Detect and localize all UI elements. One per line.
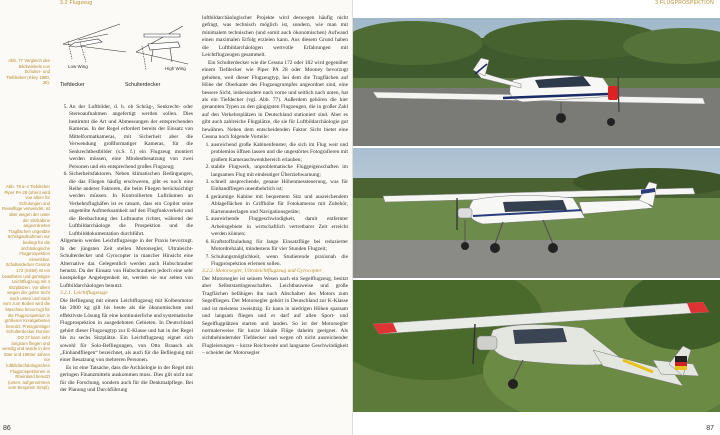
subheading-motorsegler: 3.2.2. Motorsegler, Ultraleichtflugzeug und Gyrocopter bbox=[202, 268, 322, 275]
paragraph: luftbildarchäologischer Projekte wird deswegen häufig nicht gefragt, was technisch möglich ist, sondern, wie man mit minimalem technischen (und somit auch ökonomischen) Aufwand einen maximalen Erfolg erzielen kann. Aus diesem Grund haben die Luftbildarchäologen wertvolle Erfahrungen mit Leichtflugzeugen gesammelt. bbox=[202, 15, 348, 59]
caption-abb-77: Abb. 77 Vergleich des Blickwinkels von Schulter- und Tiefdecker (Kiley 1980, 30). bbox=[6, 58, 50, 86]
left-column-1 bbox=[60, 104, 193, 395]
photo-cessna-172 bbox=[353, 148, 720, 278]
list-item: 6. Kraftstoffzuladung für lange Einsatzflüge bei reduzierter Motordrehzahl, mindestens für vier Stunden Flugzeit; bbox=[211, 239, 348, 254]
paragraph: Der Motorsegler ist seinem Wesen nach ein Segelflugzeug, besitzt aber Selbststartingenschaften. Leichtbauweise und große Tragflächen befähigen ihn nach Abschalten des Motors zum Segelfliegen. Der Motorsegler gehört in Deutschland zur K-Klasse und ist meistens zweisitzig. Er kann in niedrigen Höhen sparsam und langsam fliegen und er darf auf allen Sport- und Segelflugplätzen starten und landen. So ist der Motorsegler normalerweise für kurze lokale Flüge daheim geeignet. Als sichtbehindernder Tiefdecker und wegen oft nicht ausreichender Flugleistungen – kurze Reichweite und langsame Geschwindigkeit – scheidet der Motorsegler bbox=[202, 275, 348, 357]
left-column-2 bbox=[202, 15, 348, 358]
paragraph: Die Befliegung mit einem Leichtflugzeug mit Kolbenmotor bis 2000 kg gilt bis heute als die ökonomischste und effektivste Lösung für eine kontinuierliche und systematische Flugprospektion in ausgedehnten Gebieten. In Deutschland gehört dieser Flugzeugtyp zur E-Klasse und hat in der Regel bis zu sechs Sitzplätze. Ein Leichtflugzeug eignet sich sowohl für Solo-Befliegungen, von Otto Braasch als „Einhandfliegen“ bezeichnet, als auch für die Befliegung mit einer Besatzung von mehreren Personen. bbox=[60, 297, 193, 364]
paragraph: Ein Schulterdecker wie die Cessna 172 oder 182 wird gegenüber einem Tiefdecker wie Piper PA 28 oder Mooney bevorzugt gehoben, weil dieser Flugzeugtyp, bei dem die Tragflächen auf Höhe der Oberkante des Flugzeugrumpfes angeordnet sind, eine bessere Sicht, insbesondere nach vorne und seitlich nach unten, hat als ein Tiefdecker (vgl. Abb. 77). Außerdem gehören die hier genannten Typen zu den gängigsten Flugzeugen, die in großer Zahl auf den Verkehrsplätzen in Deutschland stationiert sind. Aber es gibt auch zahlreiche Flugplätze, die sie für Luftbildarchäologie gut bewähren. Neben dem entscheidenden Faktor Sicht bietet eine Cessna noch folgende Vorteile: bbox=[202, 59, 348, 141]
subheading-leichtflugzeuge: 3.2.1. Leichtflugzeuge bbox=[60, 290, 108, 297]
tiefdecker-label: Tiefdecker bbox=[60, 82, 85, 88]
high-wing-label: High Wing bbox=[165, 66, 186, 71]
paragraph: Es ist eine Tatsache, dass die Archäologie in der Regel mit geringen Finanzmitteln auskommen muss. Dies gilt nicht nur für die Forschung, sondern auch für die Denkmalpflege. Bei der Planung und Durchführung bbox=[60, 364, 193, 394]
caption-abb-78: Abb. 78 a–c Tiefdecker Piper PA-28 (oben) wird von allem für Schulungen und Reiseflüge verwendet, ist aber wegen der unter der Sitzkabine angeordneten Tragflächen ungeübte Schrägaufnahmen nur bedingt für die archäologische Flugprospektion einsetzbar. Schulterdecker Cessna 172 (mittel) ist ein bewährtes und günstiges Leichtflugzeug mit 4 Sitzplätzen. Vor allem wegen der guten Sicht nach unten und nach vorn zum Boden wird die Maschine bevorzugt für die Flugprospektion in größeren Kreatgebieten benutzt. Preisgünstiger Schulterdecker Dornier DO 27 kann sehr langsam fliegen und wendig und wurde in den 50er und 1960er Jahren vor luftbildarchäologischen Flugprospektionen in Rheinland benutzt (unten, aufgenommen vom Benjamin Simpl). bbox=[2, 184, 51, 391]
left-page-number: 86 bbox=[3, 425, 11, 432]
list-item: 7. Schulungsmöglichkeit, wenn Studierende praxisnah die Flugprospektion erlernen sollen. bbox=[211, 254, 348, 269]
high-wing-sketch bbox=[136, 26, 188, 70]
left-running-head: 3.2 Flugzeug bbox=[60, 0, 93, 6]
list-item: 6. Sicherheitsfaktoren. Neben klimatischen Bedingungen, die das Fliegen häufig erschweren, gibt es noch eine Reihe anderer Faktoren, die beim Fliegen berücksichtigt werden müssen. In Kontrollierten Lufträumen an Verkehrsflughäfen ist es ratsam, dass ein Copilot seine ungeteilte Aufmerksamkeit auf den Flugfunkverkehr und die Beobachtung des Luftraums richtet, während der Luftbildarchäologe die Prospektion und die Luftbilddokumentation durchführt. bbox=[69, 171, 193, 238]
photo-piper-pa28 bbox=[353, 18, 720, 146]
schulterdecker-label: Schulterdecker bbox=[125, 82, 161, 88]
low-wing-sketch bbox=[63, 24, 126, 62]
list-item: 1. ausreichend große Kabinenfenster, die sich im Flug weit und problemlos öffnen lassen und die ungestörtes Fotografieren mit großem Kameraschwenkbereich erlauben; bbox=[211, 142, 348, 164]
paragraph: Allgemein werden Leichtflugzeuge in der Praxis bevorzugt. In der jüngsten Zeit stellen Motorsegler, Ultraleicht-Schulterdecker und Gyrocopter in mancher Hinsicht eine Alternative dar. Gelegentlich werden auch Hubschrauber benutzt. Da der Einsatz von Hubschraubern jedoch eine sehr kostspielige Angelegenheit ist, werden sie nur selten von Luftbildarchäologen benutzt. bbox=[60, 238, 193, 289]
right-running-head: 3 FLUGPROSPEKTION bbox=[655, 0, 714, 6]
list-item: 2. stabile Flugwerk, unproblematische Fluggeigenschaften im langsamen Flug mit eindeutiger Überziehwarnung; bbox=[211, 164, 348, 179]
right-page-number: 87 bbox=[706, 425, 714, 432]
list-item: 5. An der Luftbilder, d. h. ob Schräg-, Senkrecht- oder Stereoaufnahmen angefertigt werden sollen. Dies bestimmt die Art und Abmessungen der entsprechenden Kameras. In der Regel erfordert bereits der Einsatz von Mittelformatkameras, mit Sicherheit aber die Verwendung großformatiger Kameras, für die Senkrechtbestbilder (s.S. f.) ein Flugzeug montiert werden müssen, eine Mindestbesatzung von zwei Personen und ein entsprechend großes Flugzeug; bbox=[69, 104, 193, 171]
list-item: 5. ausreichende Fluggeschwindigkeit, damit entfernter Arbeitsgebiete in wirtschaftlich vertretbarer Zeit erreicht werden können; bbox=[211, 216, 348, 238]
list-item: 4. geräumige Kabine mit bequemem Sitz und ausreichendem Ablageflächen in Griffhöhe für Fotokameras mit Zubehör, Kartenunterlagen und Navigationsgeräte; bbox=[211, 194, 348, 216]
low-wing-label: Low Wing bbox=[68, 64, 88, 69]
list-item: 3. schnell ansprechende, genaue Höhenmessteuerung, was für Einhandfliegen unentbehrlich ist; bbox=[211, 179, 348, 194]
photo-dornier-do27 bbox=[353, 280, 720, 412]
left-page bbox=[0, 0, 353, 435]
